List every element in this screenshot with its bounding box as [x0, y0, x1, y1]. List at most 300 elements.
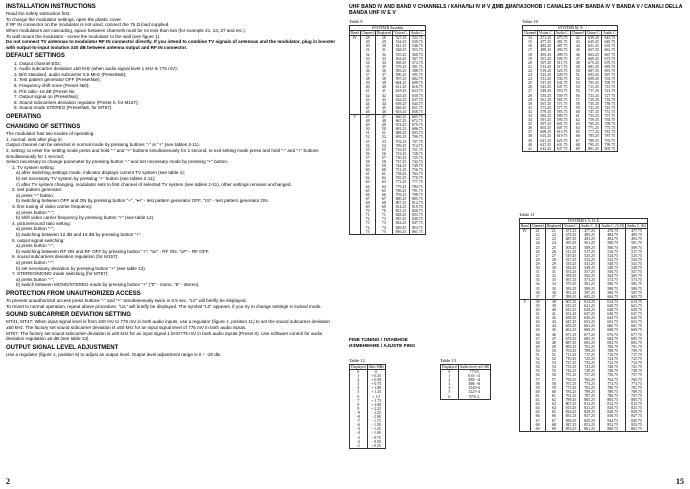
table-cell: 575.25 — [563, 282, 580, 286]
table-cell: 52 — [530, 357, 545, 361]
table-cell: 59 — [375, 164, 393, 168]
table-cell: 588.75 — [409, 69, 425, 73]
table-cell: 861.75 — [409, 230, 425, 235]
table-cell: 793.25 — [393, 193, 410, 197]
table-cell: 852.75 — [600, 423, 626, 427]
table-cell: 533.75 — [625, 258, 647, 262]
table-cell: 52 — [570, 77, 585, 81]
table-cell: 63 — [570, 122, 585, 126]
table-cell: 27 — [523, 89, 538, 93]
table-cell: 26 — [545, 250, 563, 254]
table-cell: 676.75 — [600, 333, 626, 337]
table-cell: 58 — [375, 160, 393, 164]
table-cell: 613.75 — [625, 299, 647, 304]
table-cell — [350, 230, 361, 235]
table-cell: 47 — [530, 337, 545, 341]
table-cell: 573.25 — [579, 278, 600, 282]
table-cell: 644.75 — [409, 102, 425, 106]
table-cell: 679.75 — [602, 61, 618, 65]
table-cell: 839.25 — [563, 419, 580, 423]
table-cell: 49 — [375, 123, 393, 127]
table-cell: 65 — [570, 130, 585, 134]
table-cell: 65 — [375, 189, 393, 193]
table-cell: 588.75 — [600, 287, 626, 291]
table-cell: 548.25 — [393, 48, 410, 52]
table-cell: 573.25 — [537, 106, 554, 110]
table-cell: 849.25 — [393, 226, 410, 230]
table-cell: -8 — [350, 415, 368, 419]
table-cell: 631.75 — [554, 143, 570, 147]
table-cell: 717.75 — [625, 353, 647, 357]
table-cell: 27 — [530, 254, 545, 258]
sound-line: MT41, MT47: When input signal level is from 340 mV to 775 mV in both audio inputs, use a regulator (figure 1, position 11) to set the sound subcarrier deviation ±50 kHz. The factory set sound subcarrier deviation is ±50 kHz for an input signal level of 775 mV in both audio inputs. — [6, 319, 330, 331]
table-cell: 56 — [570, 94, 585, 98]
table-cell: 565.75 — [554, 98, 570, 102]
table-cell: 540.75 — [600, 262, 626, 266]
channels-title: UHF BAND IV AND BAND V CHANNELS / КАНАЛЫ IV И V ДМВ ДИАПАЗОНОВ / CANALES UHF BANDA IV Y BANDA V / CANALI DELLA BANDA UHF IV E V — [349, 4, 683, 17]
table-cell: - 1.50 — [367, 423, 385, 427]
table-cell: 50 — [570, 69, 585, 73]
table-cell: 826.75 — [409, 209, 425, 213]
table-cell: 500.75 — [600, 241, 626, 245]
table-cell: 44 — [545, 324, 563, 328]
table-cell: 53 — [360, 140, 375, 144]
table-cell: 767.25 — [563, 382, 580, 386]
table-cell: - 2.00 — [367, 415, 385, 419]
table-cell: 773.75 — [625, 382, 647, 386]
table-cell: 42 — [375, 94, 393, 98]
table-cell: 22 — [530, 233, 545, 237]
table-cell: 629.75 — [625, 308, 647, 312]
table-cell: 601.75 — [554, 122, 570, 126]
column-header: Displayed — [376, 31, 392, 36]
table-cell: 58 — [545, 382, 563, 386]
table-cell: 789.25 — [585, 139, 602, 143]
table-cell: 60 — [530, 390, 545, 394]
table-cell: 36 — [360, 69, 375, 73]
changing-line: a) after switching settings mode, indicator displays current TV system (see table 1); — [16, 170, 185, 176]
table-cell: 481.75 — [554, 40, 570, 44]
table-cell: 775/0 — [458, 370, 490, 375]
table-cell: 714.75 — [409, 144, 425, 148]
table-cell: 39 — [360, 81, 375, 85]
table-cell: 31 — [530, 270, 545, 274]
table-cell: 523.75 — [554, 69, 570, 73]
table-cell: 572.75 — [600, 278, 626, 282]
protection-text — [6, 298, 338, 309]
table-cell: 47 — [545, 337, 563, 341]
table-cell: 69 — [570, 147, 585, 152]
table-cell: 627.25 — [537, 143, 554, 147]
table-cell: 805.75 — [625, 398, 647, 402]
table-cell: 779.25 — [393, 185, 410, 189]
table-body — [350, 36, 426, 235]
table-cell: 38 — [360, 77, 375, 81]
table-cell: 813.75 — [625, 402, 647, 406]
changing-line: Output channel can be selected in normal mode by pressing buttons "-" or "+" (see tables 2-11). — [6, 142, 200, 148]
table-cell: 632.25 — [393, 98, 410, 102]
table-cell: 66 — [570, 134, 585, 138]
sound-deviation-heading: SOUND SUBCARRIER DEVIATION SETTING — [6, 312, 131, 319]
table-cell: 65 — [360, 189, 375, 193]
table-cell: 33 — [360, 57, 375, 61]
table-cell: -6 — [350, 423, 368, 427]
table-cell: 34 — [375, 61, 393, 65]
table-cell: 56 — [545, 373, 563, 377]
table-cell: 62 — [530, 398, 545, 402]
table-cell: 581.75 — [409, 65, 425, 69]
table-cell: 508.75 — [600, 246, 626, 250]
table-cell: 32 — [375, 53, 393, 57]
table-cell: - 0.50 — [367, 440, 385, 444]
table-cell: 840.75 — [409, 217, 425, 221]
table-cell: + 1.00 — [367, 386, 385, 390]
table-cell: 28 — [530, 258, 545, 262]
table-cell: 24 — [523, 77, 538, 81]
table-cell: 693.25 — [579, 341, 600, 345]
changing-line: a) press button "-"; — [16, 243, 54, 249]
table-cell: 25 — [545, 246, 563, 250]
fine-tuning-table — [349, 364, 386, 449]
table-cell: 46 — [530, 333, 545, 337]
table-cell: 741.75 — [625, 365, 647, 369]
table-cell: 763.75 — [409, 172, 425, 176]
table-cell: 57 — [360, 156, 375, 160]
table-cell: 46 — [360, 110, 375, 115]
table-cell: 37 — [545, 295, 563, 300]
table-cell: 490/ +4 — [458, 378, 490, 382]
table-cell: 75 — [375, 230, 393, 235]
default-settings-list — [6, 61, 338, 111]
table-cell: 58 — [530, 382, 545, 386]
table-cell: 631.25 — [563, 312, 580, 316]
system-label: SYSTEMS I, G, H, K — [520, 219, 648, 224]
table-cell: 8 — [350, 403, 368, 407]
table-cell: 48 — [375, 119, 393, 123]
table-cell: 565.75 — [625, 274, 647, 278]
table-cell: 603.25 — [537, 126, 554, 130]
table-cell: 47 — [375, 114, 393, 119]
table-cell: 493.75 — [625, 237, 647, 241]
table-cell: 541.25 — [393, 44, 410, 48]
table-cell: 733.25 — [579, 361, 600, 365]
changing-line: 4. picture/sound ratio setting: — [12, 220, 71, 226]
table-cell: 525.25 — [537, 73, 554, 77]
table-cell: 555.25 — [537, 94, 554, 98]
table-cell: 34 — [545, 282, 563, 286]
table-cell: 748.75 — [600, 369, 626, 373]
table-cell: 597.25 — [537, 122, 554, 126]
table-cell: 759.25 — [563, 378, 580, 382]
table-cell: 30 — [530, 266, 545, 270]
operating-heading: OPERATING — [6, 113, 42, 120]
table-cell: 483.25 — [537, 44, 554, 48]
table-cell: 0 — [350, 370, 368, 375]
table-cell: 823.25 — [563, 410, 580, 414]
table-cell: 797.25 — [579, 394, 600, 398]
table-cell: 559.75 — [554, 94, 570, 98]
table-cell: 743.25 — [563, 369, 580, 373]
table-cell: 647.25 — [563, 320, 580, 324]
table-cell: 1545/-6 — [458, 386, 490, 390]
table-cell: 549.25 — [579, 266, 600, 270]
table-cell: 733.75 — [625, 361, 647, 365]
table-cell: 74 — [360, 226, 375, 230]
table-cell: 40 — [545, 308, 563, 312]
table-cell: 693.75 — [625, 341, 647, 345]
table-cell: 28 — [523, 94, 538, 98]
column-header: Audio C. — [410, 31, 424, 36]
table-cell: 764.75 — [600, 378, 626, 382]
table-cell: 855.25 — [563, 427, 580, 432]
table-cell: 30 — [360, 44, 375, 48]
table-cell: 715.75 — [602, 85, 618, 89]
table-cell: + 1.5 — [367, 395, 385, 399]
table-cell: 56 — [360, 152, 375, 156]
table-cell: 791.75 — [409, 189, 425, 193]
table-cell: 769.75 — [602, 122, 618, 126]
table-cell: 32 — [523, 110, 538, 114]
table-cell: 685.75 — [602, 65, 618, 69]
table-cell: 59 — [570, 106, 585, 110]
output-level-text — [6, 352, 338, 358]
table-cell: 53 — [375, 140, 393, 144]
table-cell: 583.75 — [554, 110, 570, 114]
table-cell: 48 — [530, 341, 545, 345]
table-cell: 783.25 — [585, 134, 602, 138]
table-cell: 41 — [530, 312, 545, 316]
table-cell: 57 — [570, 98, 585, 102]
table-cell: 57 — [545, 378, 563, 382]
table-cell: + 2.25 — [367, 407, 385, 411]
table-cell: 493.25 — [579, 237, 600, 241]
table-cell: 60 — [545, 390, 563, 394]
changing-line: b) switching between 12 dB and 16 dB by pressing button "+". — [16, 231, 142, 237]
changing-line: b) set necessary deviation by pressing button "+" (see table 13). — [16, 265, 147, 271]
table-cell: 759.25 — [585, 118, 602, 122]
table-cell: 700.75 — [600, 345, 626, 349]
table-cell: 31 — [375, 48, 393, 52]
table-cell: 672.75 — [409, 119, 425, 123]
table-cell: 636.75 — [600, 312, 626, 316]
table-cell: 63 — [375, 180, 393, 184]
changing-line: 1. normal: sets after plug in; — [6, 136, 63, 142]
table-cell: 70 — [360, 209, 375, 213]
table-cell: 786.25 — [393, 189, 410, 193]
table-cell: 49 — [570, 65, 585, 69]
table-cell: 729.25 — [585, 98, 602, 102]
table-cell: 28 — [360, 36, 375, 41]
table-cell: 33 — [523, 114, 538, 118]
table-cell: 62 — [545, 398, 563, 402]
table-cell: 471.25 — [563, 229, 580, 234]
table-cell: 711.25 — [563, 353, 580, 357]
table-cell: 35 — [523, 122, 538, 126]
table-cell: 597.25 — [579, 291, 600, 295]
changing-line: b) switch between MONO/STEREO mode by pressing button "+" ("0" - mono, "5" - stereo). — [16, 282, 200, 288]
table-cell: 51 — [570, 73, 585, 77]
table-cell: 535.75 — [554, 77, 570, 81]
table-cell: 73 — [375, 221, 393, 225]
table-cell: 645.25 — [579, 316, 600, 320]
table-cell: 789.25 — [579, 390, 600, 394]
table-cell: 539.75 — [409, 40, 425, 44]
table-cell: 757.75 — [625, 373, 647, 377]
table-cell: 487.25 — [563, 237, 580, 241]
default-setting-item: 6. P/S ratio -16 dB (Preset №; — [14, 88, 76, 94]
table-cell: + 1.75 — [367, 399, 385, 403]
table-cell: 716.25 — [393, 148, 410, 152]
table-cell: + 0.50 — [367, 378, 385, 382]
table-cell: 517.75 — [554, 65, 570, 69]
table-cell: 50 — [360, 127, 375, 131]
changing-line: b) switching between RF ON and RF OFF by pressing button "+": "on" - RF ON, "oF" - RF OFF. — [16, 248, 210, 254]
table-cell: 757.75 — [602, 114, 618, 118]
table-cell: 661.75 — [602, 48, 618, 52]
table-cell: 69 — [545, 427, 563, 432]
default-setting-item: 3. B/G standard, audio subcarrier 5.5 MHz (Preset№5); — [14, 71, 127, 77]
table-cell: 652.75 — [600, 320, 626, 324]
table-cell: 741.25 — [579, 365, 600, 369]
column-header: Audio C. — [603, 31, 617, 36]
table-cell: 845.25 — [579, 419, 600, 423]
table-cell: 780.75 — [600, 386, 626, 390]
table-cell: -1 — [350, 444, 368, 449]
table-cell: 495.25 — [537, 53, 554, 57]
table-cell: 61 — [375, 172, 393, 176]
table-cell: 615.25 — [537, 134, 554, 138]
table-cell: 609.75 — [409, 81, 425, 85]
table-cell: 69 — [360, 205, 375, 209]
table-cell: 799.75 — [602, 143, 618, 147]
table-cell: 845.75 — [625, 419, 647, 423]
table-cell: 709.75 — [602, 81, 618, 85]
table-cell: 35 — [375, 65, 393, 69]
table-cell: 765.75 — [625, 378, 647, 382]
table-cell: 847.75 — [409, 221, 425, 225]
table-cell: 507.25 — [537, 61, 554, 65]
default-setting-item: 7. Output signal on (Preset№o); — [14, 94, 79, 100]
table-cell: 607.25 — [563, 299, 580, 304]
table-cell: 723.25 — [585, 94, 602, 98]
table-cell: 52 — [360, 135, 375, 139]
table-cell: 69 — [375, 205, 393, 209]
table-cell: 51 — [530, 353, 545, 357]
table-cell: 543.25 — [537, 85, 554, 89]
table-cell: 68 — [360, 201, 375, 205]
table-cell: 40 — [360, 85, 375, 89]
table-cell: 681.25 — [393, 127, 410, 131]
table-cell: 604.75 — [600, 295, 626, 300]
table-cell: 621.25 — [579, 304, 600, 308]
table-cell: 733.75 — [602, 98, 618, 102]
table-cell: 658.75 — [409, 110, 425, 115]
table-cell: 756.75 — [600, 373, 626, 377]
table-cell: 753.25 — [585, 114, 602, 118]
table-cell: 765.25 — [393, 176, 410, 180]
column-header: Channel — [531, 224, 544, 229]
table-cell: 509.75 — [625, 246, 647, 250]
table-cell: 32 — [530, 274, 545, 278]
table-cell: 821.25 — [393, 209, 410, 213]
table-cell: 503.25 — [563, 246, 580, 250]
table-cell: 36 — [375, 69, 393, 73]
table-cell: 30 — [523, 102, 538, 106]
table-cell: 742.75 — [409, 160, 425, 164]
table-cell: 548.75 — [600, 266, 626, 270]
table-cell: 519.25 — [537, 69, 554, 73]
table-cell: 820.75 — [600, 406, 626, 410]
table-cell: 54 — [360, 144, 375, 148]
table-cell: 35 — [530, 287, 545, 291]
table-cell: 749.75 — [409, 164, 425, 168]
table-cell: 41 — [375, 89, 393, 93]
table-cell: - 2.25 — [367, 411, 385, 415]
table-cell: 493.75 — [554, 48, 570, 52]
column-header: Audio C. (G,H) — [601, 224, 624, 229]
table-cell: 560.75 — [409, 53, 425, 57]
table-cell: 23 — [530, 237, 545, 241]
table-body — [350, 370, 386, 449]
default-setting-item: 1. Output channel E02; — [14, 60, 61, 66]
table-cell: 561.25 — [537, 98, 554, 102]
table-cell: 831.25 — [563, 414, 580, 418]
table-cell: 573.75 — [625, 278, 647, 282]
column-header: Audio C. (K) — [626, 224, 647, 229]
table-cell: 700.75 — [409, 135, 425, 139]
table-cell: 67 — [360, 197, 375, 201]
table-cell: 525.25 — [579, 254, 600, 258]
table-cell: 740.75 — [600, 365, 626, 369]
table-cell: 836.75 — [600, 414, 626, 418]
table-caption: Table 10 — [522, 19, 538, 24]
table-cell: 56 — [530, 373, 545, 377]
table-cell: 677.25 — [579, 333, 600, 337]
system-label: SYSTEM B Australia — [350, 26, 426, 31]
changing-line: b) switching between OFF and ON by pressing button "+", "•e" - test pattern generator OFF, "t.5" - test pattern generator ON. — [16, 198, 269, 204]
table-cell: 28 — [375, 36, 393, 41]
table-cell: 655.25 — [563, 324, 580, 328]
table-cell: 692.75 — [600, 341, 626, 345]
table-cell: 46 — [570, 53, 585, 57]
table-cell: 687.25 — [585, 69, 602, 73]
table-cell: 66 — [530, 414, 545, 418]
table-cell: 639.25 — [563, 316, 580, 320]
table-row — [441, 395, 491, 400]
column-header: Audio C. (I) — [580, 224, 599, 229]
table-cell: 796.75 — [600, 394, 626, 398]
table-cell: 571.75 — [554, 102, 570, 106]
table-cell: 612.75 — [600, 299, 626, 304]
table-body — [523, 36, 618, 152]
table-cell: 781.25 — [579, 386, 600, 390]
table-cell: 65 — [545, 410, 563, 414]
table-cell: 793.75 — [602, 139, 618, 143]
table-cell: 835.25 — [393, 217, 410, 221]
fine-tuning-title: FINE TUNING / ПЛАВНОЕ ИЗМЕНЕНИЕ / AJUSTE FINO — [349, 338, 416, 349]
table-cell: 727.75 — [602, 94, 618, 98]
table-cell: 33 — [545, 278, 563, 282]
table-cell: 616.75 — [409, 85, 425, 89]
table-cell: 24 — [530, 241, 545, 245]
table-cell: 589.75 — [625, 287, 647, 291]
table-cell: 637.75 — [625, 312, 647, 316]
table-cell: 628.75 — [600, 308, 626, 312]
table-cell: 516.75 — [600, 250, 626, 254]
table-cell: 730.25 — [393, 156, 410, 160]
table-cell: 541.75 — [554, 81, 570, 85]
changing-settings-text — [6, 131, 338, 288]
